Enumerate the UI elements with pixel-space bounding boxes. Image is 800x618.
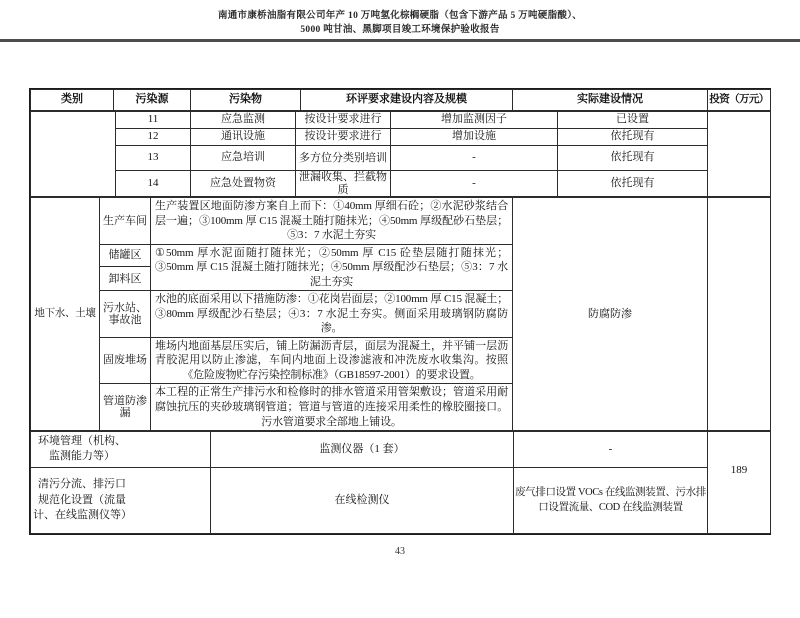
col-header-pollutant: 污染物 <box>191 90 301 111</box>
requirement-cell: 按设计要求进行 <box>296 129 391 146</box>
requirement-detail-cell: 增加设施 <box>391 129 558 146</box>
requirement-cell: 多方位分类别培训 <box>296 146 391 171</box>
requirement-cell: 按设计要求进行 <box>296 112 391 129</box>
requirement-detail-cell: - <box>391 146 558 171</box>
empty-investment-cell <box>708 198 771 431</box>
table-row <box>31 171 771 197</box>
row-number: 14 <box>116 171 191 197</box>
pollutant-cell: 通讯设施 <box>191 129 296 146</box>
content-cell: ①50mm 厚水泥面随打随抹光；②50mm 厚 C15 砼垫层随打随抹光；③50mm 厚 C15 混凝土随打随抹光；④50mm 厚级配沙石垫层；⑤3：7 水泥土夯实 <box>151 244 513 291</box>
empty-category-cell <box>31 112 116 197</box>
table-row <box>31 198 771 245</box>
actual-cell: 防腐防渗 <box>513 198 708 431</box>
table-row <box>31 146 771 171</box>
category-cell <box>31 467 211 533</box>
category-cell: 地下水、土壤 <box>31 198 100 431</box>
row-number: 13 <box>116 146 191 171</box>
content-cell: 生产装置区地面防渗方案自上而下：①40mm 厚细石砼；②水泥砂浆结合层一遍；③100mm 厚 C15 混凝土随打随抹光；④50mm 厚级配砂石垫层；⑤3：7 水泥土夯实 <box>151 198 513 245</box>
category-cell <box>31 432 211 468</box>
actual-cell: 依托现有 <box>558 146 708 171</box>
source-cell: 污水站、事故池 <box>100 291 151 338</box>
category-label: 环境管理（机构、监测能力等） <box>38 435 126 463</box>
source-cell: 卸料区 <box>100 267 151 291</box>
table-header <box>30 89 771 111</box>
col-header-category: 类别 <box>31 90 114 111</box>
investment-cell: 189 <box>708 432 771 534</box>
actual-cell: 已设置 <box>558 112 708 129</box>
col-header-requirement: 环评要求建设内容及规模 <box>301 90 513 111</box>
actual-cell: 依托现有 <box>558 129 708 146</box>
source-cell: 固废堆场 <box>100 337 151 384</box>
source-cell: 管道防渗漏 <box>100 384 151 431</box>
table-row <box>31 112 771 129</box>
content-cell: 水池的底面采用以下措施防渗：①花岗岩面层；②100mm 厚 C15 混凝土；③80mm 厚级配沙石垫层；④3：7 水泥土夯实。侧面采用玻璃钢防腐防渗。 <box>151 291 513 338</box>
emergency-section <box>30 111 771 197</box>
acceptance-table <box>29 88 771 535</box>
pollutant-cell: 应急处置物资 <box>191 171 296 197</box>
actual-cell: 依托现有 <box>558 171 708 197</box>
management-section <box>30 431 771 534</box>
requirement-detail-cell: 增加监测因子 <box>391 112 558 129</box>
content-cell: 本工程的正常生产排污水和检修时的排水管道采用管架敷设；管道采用耐腐蚀抗压的夹砂玻璃钢管道；管道与管道的连接采用柔性的橡胶圈接口。污水管道要求全部地上铺设。 <box>151 384 513 431</box>
table-row <box>31 129 771 146</box>
content-cell: 堆场内地面基层压实后，铺上防漏沥青层，面层为混凝土，并平铺一层沥青胶泥用以防止渗滤，车间内地面上设渗滤液和冲洗废水收集沟。按照《危险废物贮存污染控制标准》（GB18597-2001）的要求设置。 <box>151 337 513 384</box>
actual-cell: 废气排口设置 VOCs 在线监测装置、污水排口设置流量、COD 在线监测装置 <box>514 467 708 533</box>
document-header <box>0 9 800 37</box>
row-number: 12 <box>116 129 191 146</box>
category-label: 清污分流、排污口规范化设置（流量计、在线监测仪等） <box>33 478 132 521</box>
groundwater-section <box>30 197 771 431</box>
col-header-investment: 投资（万元） <box>708 90 771 111</box>
pollutant-cell: 应急培训 <box>191 146 296 171</box>
actual-cell: - <box>514 432 708 468</box>
pollutant-cell: 应急监测 <box>191 112 296 129</box>
header-title-line2: 5000 吨甘油、黑脚项目竣工环境保护验收报告 <box>300 25 500 35</box>
header-rule <box>0 39 800 42</box>
page-number: 43 <box>395 546 405 557</box>
requirement-cell: 监测仪器（1 套） <box>211 432 514 468</box>
table-row <box>31 467 771 533</box>
table-row <box>31 432 771 468</box>
requirement-cell: 泄漏收集、拦截物质 <box>296 171 391 197</box>
requirement-cell: 在线检测仪 <box>211 467 514 533</box>
source-cell: 储罐区 <box>100 244 151 267</box>
header-title-line1: 南通市康桥油脂有限公司年产 10 万吨氢化棕榈硬脂（包含下游产品 5 万吨硬脂酸）、 <box>217 11 583 21</box>
source-cell: 生产车间 <box>100 198 151 245</box>
empty-investment-cell <box>708 112 771 197</box>
col-header-source: 污染源 <box>114 90 191 111</box>
requirement-detail-cell: - <box>391 171 558 197</box>
col-header-actual: 实际建设情况 <box>513 90 708 111</box>
row-number: 11 <box>116 112 191 129</box>
